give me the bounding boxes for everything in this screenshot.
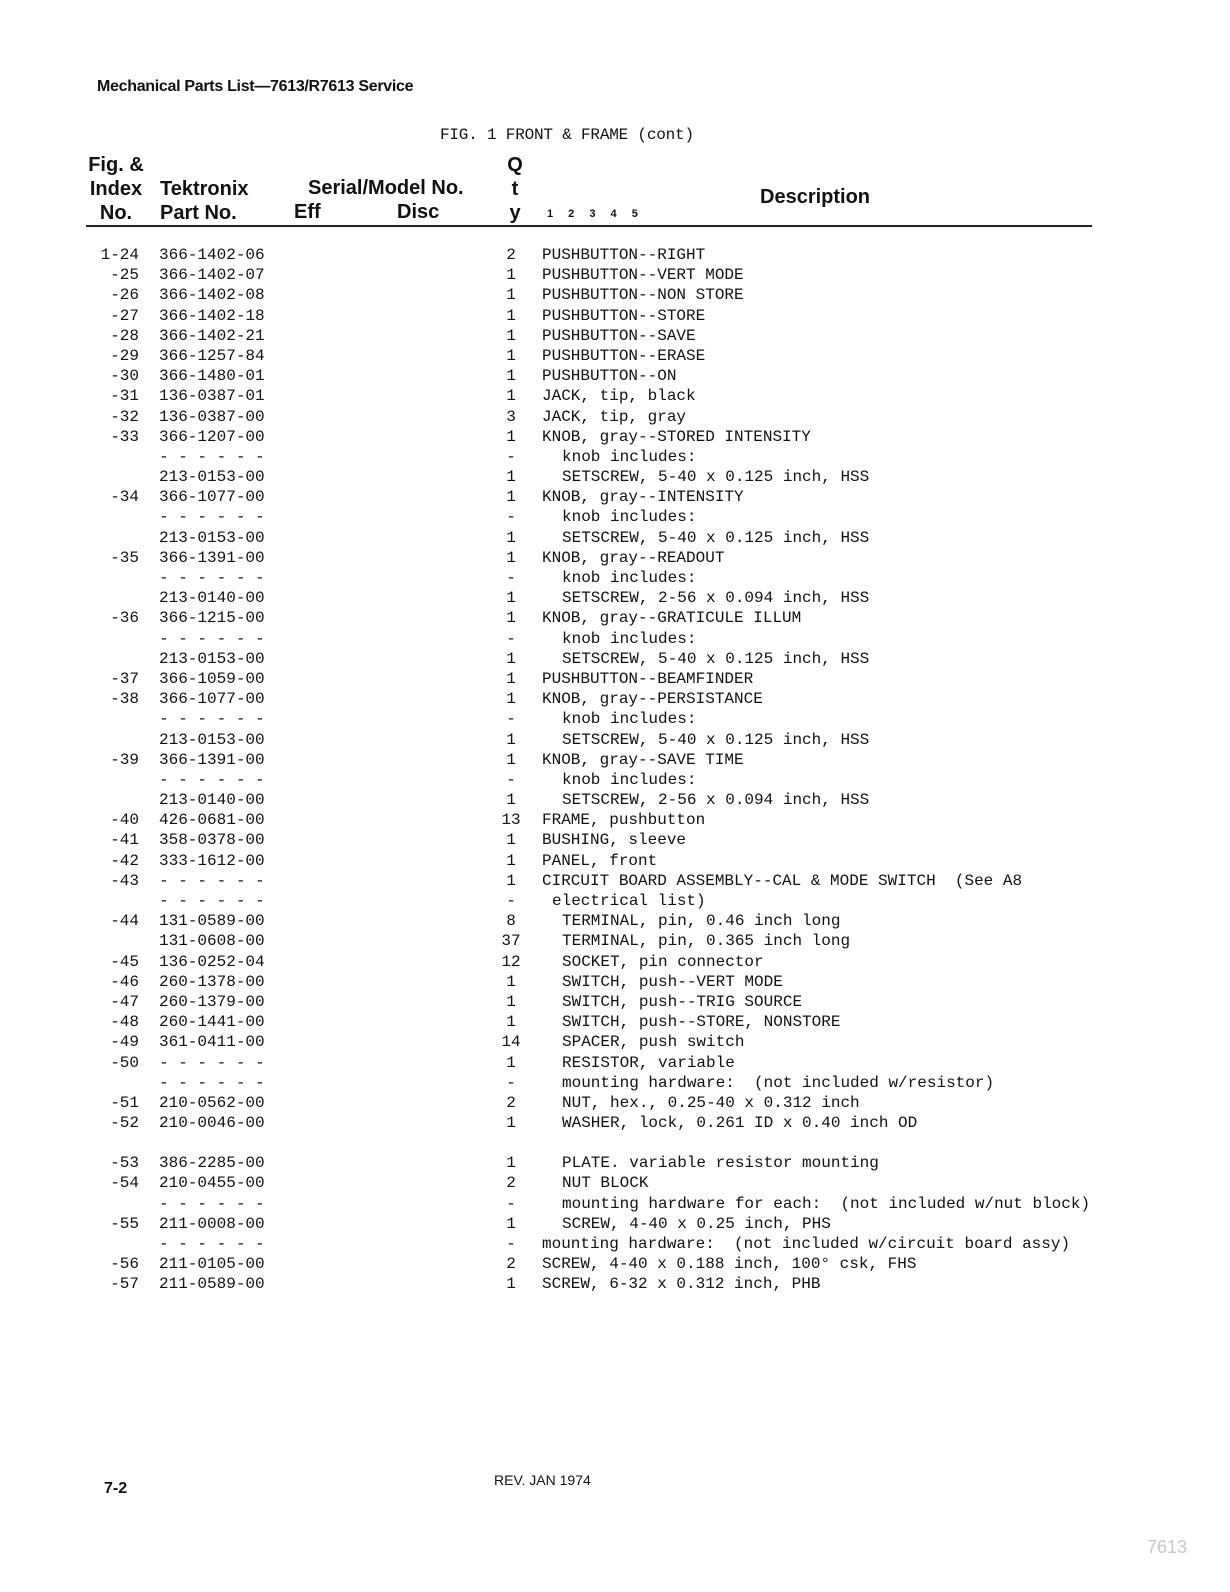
fig-index-cell: -48 bbox=[110, 1013, 139, 1032]
parts-row bbox=[0, 649, 1230, 669]
quantity-cell: 1 bbox=[506, 1214, 516, 1233]
part-number-cell: 131-0589-00 bbox=[159, 912, 265, 931]
description-cell: SETSCREW, 5-40 x 0.125 inch, HSS bbox=[562, 730, 870, 749]
part-number-cell: 131-0608-00 bbox=[159, 932, 265, 951]
part-number-cell: 366-1257-84 bbox=[159, 346, 265, 365]
part-number-cell: 213-0153-00 bbox=[159, 468, 265, 487]
quantity-cell: 1 bbox=[506, 1114, 516, 1133]
fig-index-cell: -53 bbox=[110, 1154, 139, 1173]
description-cell: SETSCREW, 2-56 x 0.094 inch, HSS bbox=[562, 791, 870, 810]
quantity-cell: - bbox=[506, 770, 516, 789]
description-cell: PUSHBUTTON--ON bbox=[542, 367, 677, 386]
parts-row bbox=[0, 427, 1230, 447]
quantity-cell: 1 bbox=[506, 286, 516, 305]
description-cell: knob includes: bbox=[562, 629, 697, 648]
part-number-cell: 136-0387-01 bbox=[159, 387, 265, 406]
parts-row bbox=[0, 346, 1230, 366]
part-number-cell: 366-1480-01 bbox=[159, 367, 265, 386]
quantity-cell: - bbox=[506, 710, 516, 729]
figure-title: FIG. 1 FRONT & FRAME (cont) bbox=[440, 126, 694, 144]
description-cell: NUT, hex., 0.25-40 x 0.312 inch bbox=[562, 1093, 860, 1112]
part-number-cell: 366-1391-00 bbox=[159, 548, 265, 567]
column-header-eff: Eff bbox=[294, 201, 321, 223]
description-cell: NUT BLOCK bbox=[562, 1174, 649, 1193]
quantity-cell: 1 bbox=[506, 609, 516, 628]
parts-row bbox=[0, 931, 1230, 951]
fig-index-cell: -41 bbox=[110, 831, 139, 850]
header-rule bbox=[86, 225, 1092, 227]
parts-row bbox=[0, 1234, 1230, 1254]
fig-index-cell: -35 bbox=[110, 548, 139, 567]
description-cell: TERMINAL, pin, 0.46 inch long bbox=[562, 912, 841, 931]
description-cell: mounting hardware: (not included w/resistor) bbox=[562, 1073, 995, 1092]
quantity-cell: 1 bbox=[506, 972, 516, 991]
quantity-cell: 1 bbox=[506, 1275, 516, 1294]
column-header-part-no: Tektronix Part No. bbox=[160, 178, 249, 224]
description-cell: FRAME, pushbutton bbox=[542, 811, 706, 830]
description-cell: knob includes: bbox=[562, 770, 697, 789]
fig-index-cell: -34 bbox=[110, 488, 139, 507]
parts-row bbox=[0, 669, 1230, 689]
fig-index-cell: -29 bbox=[110, 346, 139, 365]
parts-row bbox=[0, 709, 1230, 729]
parts-row bbox=[0, 608, 1230, 628]
parts-row bbox=[0, 285, 1230, 305]
part-number-cell: 136-0252-04 bbox=[159, 952, 265, 971]
parts-row bbox=[0, 790, 1230, 810]
fig-index-cell: -44 bbox=[110, 912, 139, 931]
fig-index-cell: -37 bbox=[110, 669, 139, 688]
fig-index-cell: -27 bbox=[110, 306, 139, 325]
quantity-cell: 1 bbox=[506, 548, 516, 567]
description-cell: JACK, tip, black bbox=[542, 387, 696, 406]
parts-row bbox=[0, 992, 1230, 1012]
part-number-cell: - - - - - - bbox=[159, 892, 265, 910]
parts-row bbox=[0, 911, 1230, 931]
description-cell: SETSCREW, 5-40 x 0.125 inch, HSS bbox=[562, 528, 870, 547]
parts-row bbox=[0, 1214, 1230, 1234]
parts-row bbox=[0, 730, 1230, 750]
description-cell: BUSHING, sleeve bbox=[542, 831, 687, 850]
parts-row bbox=[0, 366, 1230, 386]
description-cell: WASHER, lock, 0.261 ID x 0.40 inch OD bbox=[562, 1114, 918, 1133]
part-number-cell: 260-1441-00 bbox=[159, 1013, 265, 1032]
parts-row bbox=[0, 306, 1230, 326]
description-cell: CIRCUIT BOARD ASSEMBLY--CAL & MODE SWITCH (See A8 bbox=[542, 871, 1023, 890]
quantity-cell: 1 bbox=[506, 669, 516, 688]
column-header-serial-model: Serial/Model No. bbox=[308, 177, 464, 199]
description-cell: PUSHBUTTON--ERASE bbox=[542, 346, 706, 365]
fig-index-cell: 1-24 bbox=[100, 246, 139, 264]
description-cell: SWITCH, push--TRIG SOURCE bbox=[562, 992, 803, 1011]
description-cell: PUSHBUTTON--VERT MODE bbox=[542, 266, 744, 285]
description-cell: PUSHBUTTON--STORE bbox=[542, 306, 706, 325]
fig-index-cell: -43 bbox=[110, 871, 139, 890]
quantity-cell: - bbox=[506, 569, 516, 587]
parts-row bbox=[0, 810, 1230, 830]
quantity-cell: 37 bbox=[501, 932, 521, 951]
column-header-disc: Disc bbox=[397, 201, 440, 223]
quantity-cell: 1 bbox=[506, 831, 516, 850]
indent-scale: 1 2 3 4 5 bbox=[547, 208, 644, 220]
part-number-cell: 211-0008-00 bbox=[159, 1214, 265, 1233]
part-number-cell: 366-1402-07 bbox=[159, 266, 265, 285]
quantity-cell: 1 bbox=[506, 528, 516, 547]
part-number-cell: 358-0378-00 bbox=[159, 831, 265, 850]
description-cell: SCREW, 4-40 x 0.25 inch, PHS bbox=[562, 1214, 831, 1233]
description-cell: SOCKET, pin connector bbox=[562, 952, 764, 971]
quantity-cell: 14 bbox=[501, 1033, 521, 1052]
quantity-cell: 2 bbox=[506, 1255, 516, 1274]
quantity-cell: - bbox=[506, 1073, 516, 1092]
quantity-cell: 1 bbox=[506, 871, 516, 890]
fig-index-cell: -49 bbox=[110, 1033, 139, 1052]
revision-date: REV. JAN 1974 bbox=[494, 1472, 591, 1488]
parts-row bbox=[0, 689, 1230, 709]
description-cell: KNOB, gray--SAVE TIME bbox=[542, 750, 744, 769]
quantity-cell: 1 bbox=[506, 488, 516, 507]
part-number-cell: 366-1402-08 bbox=[159, 286, 265, 305]
part-number-cell: 361-0411-00 bbox=[159, 1033, 265, 1052]
parts-row bbox=[0, 891, 1230, 911]
quantity-cell: 1 bbox=[506, 1154, 516, 1173]
running-head: Mechanical Parts List—7613/R7613 Service bbox=[97, 78, 414, 95]
part-number-cell: - - - - - - bbox=[159, 1235, 265, 1253]
quantity-cell: 1 bbox=[506, 468, 516, 487]
description-cell: knob includes: bbox=[562, 508, 697, 527]
fig-index-cell: -57 bbox=[110, 1275, 139, 1294]
description-cell: knob includes: bbox=[562, 569, 697, 587]
quantity-cell: 2 bbox=[506, 1093, 516, 1112]
quantity-cell: 1 bbox=[506, 690, 516, 709]
part-number-cell: 213-0153-00 bbox=[159, 730, 265, 749]
quantity-cell: 3 bbox=[506, 407, 516, 426]
fig-index-cell: -50 bbox=[110, 1053, 139, 1072]
quantity-cell: 1 bbox=[506, 306, 516, 325]
watermark: 7613 bbox=[1147, 1537, 1188, 1557]
parts-row bbox=[0, 1113, 1230, 1133]
parts-list bbox=[0, 245, 1230, 1295]
fig-index-cell: -36 bbox=[110, 609, 139, 628]
fig-index-cell: -25 bbox=[110, 266, 139, 285]
fig-index-cell: -46 bbox=[110, 972, 139, 991]
quantity-cell: - bbox=[506, 1235, 516, 1253]
quantity-cell: - bbox=[506, 629, 516, 648]
parts-row bbox=[0, 588, 1230, 608]
quantity-cell: 1 bbox=[506, 589, 516, 608]
fig-index-cell: -30 bbox=[110, 367, 139, 386]
parts-row bbox=[0, 467, 1230, 487]
parts-row bbox=[0, 952, 1230, 972]
part-number-cell: 213-0153-00 bbox=[159, 649, 265, 668]
part-number-cell: 211-0105-00 bbox=[159, 1255, 265, 1274]
description-cell: KNOB, gray--STORED INTENSITY bbox=[542, 427, 811, 446]
part-number-cell: 210-0562-00 bbox=[159, 1093, 265, 1112]
parts-row bbox=[0, 265, 1230, 285]
quantity-cell: 1 bbox=[506, 730, 516, 749]
parts-row bbox=[0, 750, 1230, 770]
part-number-cell: 333-1612-00 bbox=[159, 851, 265, 870]
part-number-cell: - - - - - - bbox=[159, 1053, 265, 1072]
fig-index-cell: -47 bbox=[110, 992, 139, 1011]
part-number-cell: - - - - - - bbox=[159, 1073, 265, 1092]
part-number-cell: 426-0681-00 bbox=[159, 811, 265, 830]
part-number-cell: 260-1379-00 bbox=[159, 992, 265, 1011]
fig-index-cell: -56 bbox=[110, 1255, 139, 1274]
description-cell: PUSHBUTTON--BEAMFINDER bbox=[542, 669, 754, 688]
fig-index-cell: -54 bbox=[110, 1174, 139, 1193]
fig-index-cell: -39 bbox=[110, 750, 139, 769]
quantity-cell: 1 bbox=[506, 346, 516, 365]
part-number-cell: 366-1059-00 bbox=[159, 669, 265, 688]
fig-index-cell: -51 bbox=[110, 1093, 139, 1112]
part-number-cell: 366-1077-00 bbox=[159, 488, 265, 507]
description-cell: mounting hardware: (not included w/circuit board assy) bbox=[542, 1235, 1071, 1253]
quantity-cell: 1 bbox=[506, 367, 516, 386]
parts-row bbox=[0, 1032, 1230, 1052]
quantity-cell: 12 bbox=[501, 952, 521, 971]
part-number-cell: 210-0046-00 bbox=[159, 1114, 265, 1133]
description-cell: PANEL, front bbox=[542, 851, 658, 870]
quantity-cell: 8 bbox=[506, 912, 516, 931]
parts-row bbox=[0, 1254, 1230, 1274]
quantity-cell: 1 bbox=[506, 649, 516, 668]
part-number-cell: - - - - - - bbox=[159, 508, 265, 527]
parts-row bbox=[0, 871, 1230, 891]
fig-index-cell: -55 bbox=[110, 1214, 139, 1233]
description-cell: PUSHBUTTON--RIGHT bbox=[542, 246, 706, 264]
part-number-cell: 366-1402-21 bbox=[159, 326, 265, 345]
column-header-fig-index: Fig. & Index No. bbox=[88, 154, 144, 224]
quantity-cell: 1 bbox=[506, 1053, 516, 1072]
part-number-cell: - - - - - - bbox=[159, 569, 265, 587]
description-cell: SWITCH, push--VERT MODE bbox=[562, 972, 783, 991]
quantity-cell: - bbox=[506, 508, 516, 527]
description-cell: KNOB, gray--PERSISTANCE bbox=[542, 690, 763, 709]
parts-row bbox=[0, 386, 1230, 406]
description-cell: electrical list) bbox=[552, 892, 706, 910]
parts-row bbox=[0, 629, 1230, 649]
parts-row bbox=[0, 1053, 1230, 1073]
quantity-cell: 1 bbox=[506, 1013, 516, 1032]
part-number-cell: 386-2285-00 bbox=[159, 1154, 265, 1173]
parts-row bbox=[0, 487, 1230, 507]
parts-row bbox=[0, 245, 1230, 265]
description-cell: KNOB, gray--INTENSITY bbox=[542, 488, 744, 507]
part-number-cell: 366-1215-00 bbox=[159, 609, 265, 628]
part-number-cell: - - - - - - bbox=[159, 447, 265, 466]
part-number-cell: 366-1077-00 bbox=[159, 690, 265, 709]
parts-row bbox=[0, 770, 1230, 790]
part-number-cell: 260-1378-00 bbox=[159, 972, 265, 991]
parts-row bbox=[0, 548, 1230, 568]
quantity-cell: 1 bbox=[506, 427, 516, 446]
column-header-qty: Q t y bbox=[507, 154, 523, 224]
quantity-cell: 1 bbox=[506, 992, 516, 1011]
parts-row bbox=[0, 407, 1230, 427]
part-number-cell: 213-0140-00 bbox=[159, 791, 265, 810]
parts-row bbox=[0, 851, 1230, 871]
part-number-cell: 136-0387-00 bbox=[159, 407, 265, 426]
parts-row bbox=[0, 507, 1230, 527]
part-number-cell: - - - - - - bbox=[159, 770, 265, 789]
fig-index-cell: -32 bbox=[110, 407, 139, 426]
fig-index-cell: -26 bbox=[110, 286, 139, 305]
description-cell: JACK, tip, gray bbox=[542, 407, 687, 426]
fig-index-cell: -31 bbox=[110, 387, 139, 406]
quantity-cell: - bbox=[506, 1194, 516, 1213]
description-cell: knob includes: bbox=[562, 710, 697, 729]
description-cell: knob includes: bbox=[562, 447, 697, 466]
description-cell: PLATE. variable resistor mounting bbox=[562, 1154, 879, 1173]
column-header-description: Description bbox=[760, 186, 871, 208]
quantity-cell: 1 bbox=[506, 851, 516, 870]
quantity-cell: 1 bbox=[506, 387, 516, 406]
parts-row bbox=[0, 447, 1230, 467]
description-cell: SETSCREW, 5-40 x 0.125 inch, HSS bbox=[562, 468, 870, 487]
fig-index-cell: -33 bbox=[110, 427, 139, 446]
description-cell: SCREW, 4-40 x 0.188 inch, 100° csk, FHS bbox=[542, 1255, 917, 1274]
fig-index-cell: -52 bbox=[110, 1114, 139, 1133]
part-number-cell: - - - - - - bbox=[159, 710, 265, 729]
quantity-cell: - bbox=[506, 892, 516, 910]
fig-index-cell: -45 bbox=[110, 952, 139, 971]
description-cell: SETSCREW, 2-56 x 0.094 inch, HSS bbox=[562, 589, 870, 608]
parts-row bbox=[0, 1093, 1230, 1113]
quantity-cell: 13 bbox=[501, 811, 521, 830]
part-number-cell: 366-1402-06 bbox=[159, 246, 265, 264]
part-number-cell: 213-0153-00 bbox=[159, 528, 265, 547]
parts-row bbox=[0, 1073, 1230, 1093]
part-number-cell: 213-0140-00 bbox=[159, 589, 265, 608]
parts-row bbox=[0, 972, 1230, 992]
parts-row bbox=[0, 528, 1230, 548]
quantity-cell: 2 bbox=[506, 246, 516, 264]
part-number-cell: 211-0589-00 bbox=[159, 1275, 265, 1294]
description-cell: KNOB, gray--GRATICULE ILLUM bbox=[542, 609, 802, 628]
part-number-cell: - - - - - - bbox=[159, 871, 265, 890]
fig-index-cell: -38 bbox=[110, 690, 139, 709]
parts-row bbox=[0, 1012, 1230, 1032]
page-number: 7-2 bbox=[104, 1480, 128, 1497]
parts-row bbox=[0, 1153, 1230, 1173]
part-number-cell: - - - - - - bbox=[159, 1194, 265, 1213]
parts-row bbox=[0, 1173, 1230, 1193]
part-number-cell: 366-1402-18 bbox=[159, 306, 265, 325]
fig-index-cell: -42 bbox=[110, 851, 139, 870]
quantity-cell: 1 bbox=[506, 791, 516, 810]
description-cell: PUSHBUTTON--NON STORE bbox=[542, 286, 744, 305]
fig-index-cell: -28 bbox=[110, 326, 139, 345]
description-cell: SETSCREW, 5-40 x 0.125 inch, HSS bbox=[562, 649, 870, 668]
description-cell: SPACER, push switch bbox=[562, 1033, 745, 1052]
quantity-cell: - bbox=[506, 447, 516, 466]
parts-row bbox=[0, 326, 1230, 346]
description-cell: SCREW, 6-32 x 0.312 inch, PHB bbox=[542, 1275, 821, 1294]
description-cell: KNOB, gray--READOUT bbox=[542, 548, 725, 567]
part-number-cell: 366-1207-00 bbox=[159, 427, 265, 446]
part-number-cell: 366-1391-00 bbox=[159, 750, 265, 769]
parts-row bbox=[0, 830, 1230, 850]
description-cell: SWITCH, push--STORE, NONSTORE bbox=[562, 1013, 841, 1032]
fig-index-cell: -40 bbox=[110, 811, 139, 830]
parts-row bbox=[0, 1194, 1230, 1214]
description-cell: PUSHBUTTON--SAVE bbox=[542, 326, 696, 345]
quantity-cell: 1 bbox=[506, 266, 516, 285]
parts-row bbox=[0, 568, 1230, 588]
quantity-cell: 1 bbox=[506, 750, 516, 769]
description-cell: mounting hardware for each: (not included w/nut block) bbox=[562, 1194, 1091, 1213]
parts-row bbox=[0, 1274, 1230, 1294]
part-number-cell: - - - - - - bbox=[159, 629, 265, 648]
description-cell: RESISTOR, variable bbox=[562, 1053, 735, 1072]
description-cell: TERMINAL, pin, 0.365 inch long bbox=[562, 932, 851, 951]
quantity-cell: 2 bbox=[506, 1174, 516, 1193]
quantity-cell: 1 bbox=[506, 326, 516, 345]
part-number-cell: 210-0455-00 bbox=[159, 1174, 265, 1193]
